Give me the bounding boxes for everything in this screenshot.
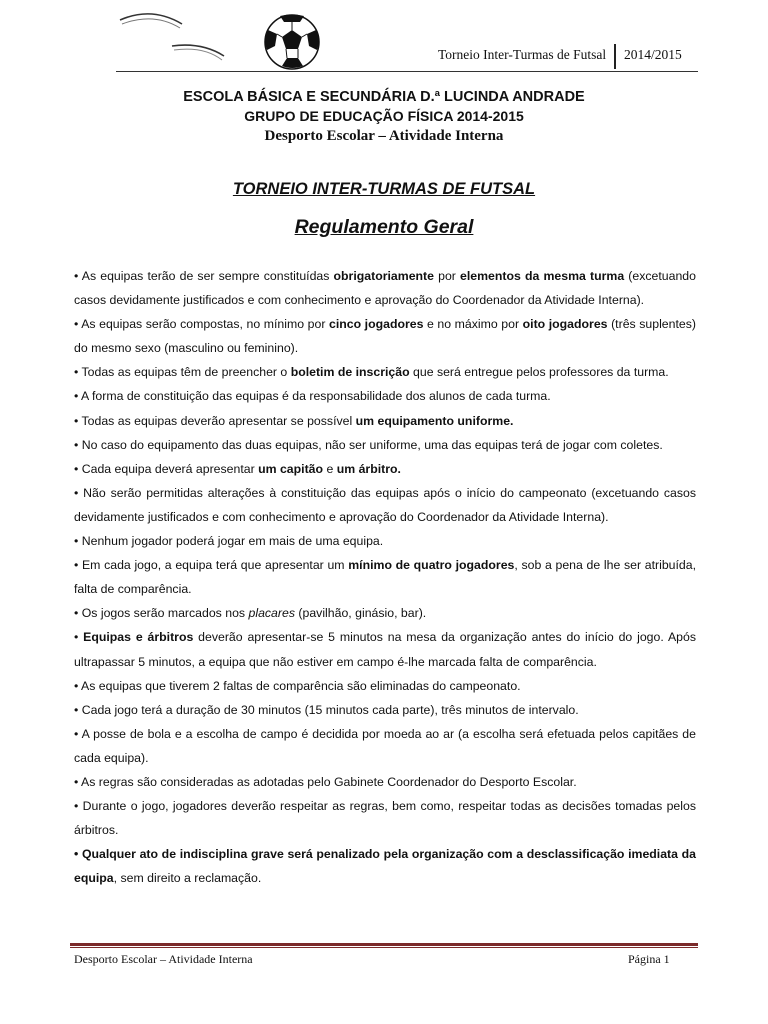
rule-text: boletim de inscrição — [290, 365, 410, 380]
rule-item — [74, 601, 696, 625]
rule-text: • As regras são consideradas as adotadas pelo Gabinete Coordenador do Desporto Escolar. — [74, 774, 577, 789]
school-activity: Desporto Escolar – Atividade Interna — [264, 128, 504, 144]
header-title: Torneio Inter-Turmas de Futsal — [438, 47, 607, 62]
rule-item — [74, 457, 696, 481]
rule-item — [74, 722, 696, 770]
rule-item — [74, 360, 696, 384]
rule-item — [74, 770, 696, 794]
rule-text: • Todas as equipas deverão apresentar se possível — [74, 413, 356, 428]
rule-item — [74, 409, 696, 433]
rule-text: • Nenhum jogador poderá jogar em mais de uma equipa. — [74, 534, 384, 549]
rule-text: (pavilhão, ginásio, bar). — [294, 606, 427, 621]
rule-text: • Em cada jogo, a equipa terá que apresentar um — [74, 558, 349, 573]
rule-text: oito jogadores — [522, 317, 608, 332]
rule-text: • A forma de constituição das equipas é da responsabilidade dos alunos de cada turma. — [74, 389, 551, 404]
rule-text: elementos da mesma turma — [460, 269, 625, 283]
rule-item — [74, 842, 696, 890]
footer-rule — [70, 943, 698, 946]
footer-left: Desporto Escolar – Atividade Interna — [74, 952, 253, 966]
rule-text: um equipamento uniforme. — [355, 413, 514, 428]
rule-item — [74, 481, 696, 529]
rule-text: • A posse de bola e a escolha de campo é decidida por moeda ao ar (a escolha será efetuada pelos capitães de cada equipa). — [74, 726, 696, 765]
rule-text: um árbitro. — [336, 461, 401, 476]
rule-text: • As equipas serão compostas, no mínimo por — [74, 317, 329, 332]
rule-text: por — [433, 269, 461, 283]
rule-text: um capitão — [258, 461, 324, 476]
rule-item — [74, 264, 696, 312]
rule-item — [74, 312, 696, 360]
rule-item — [74, 794, 696, 842]
rule-text: • No caso do equipamento das duas equipas, não ser uniforme, uma das equipas terá de jogar com coletes. — [74, 437, 663, 452]
header-rule — [116, 71, 698, 72]
rule-text: Equipas e árbitros — [83, 630, 194, 645]
rule-item — [74, 625, 696, 673]
rule-item — [74, 384, 696, 408]
rule-text: deverão apresentar-se 5 minutos na mesa da organização antes do início do jogo. Após ultrapassar 5 minutos, a equipa que não estiver em campo é-lhe marcada falta de comparência. — [74, 630, 696, 669]
rule-text: placares — [248, 606, 295, 621]
rule-item — [74, 433, 696, 457]
rule-text: cinco jogadores — [329, 317, 424, 332]
rule-text: • Cada equipa deverá apresentar — [74, 461, 259, 476]
rules-list — [74, 264, 696, 890]
rule-text: • Todas as equipas têm de preencher o — [74, 365, 291, 380]
rule-text: , sob a pena de lhe ser atribuída, falta de comparência. — [74, 558, 697, 597]
rule-item — [74, 698, 696, 722]
rule-text: (três suplentes) do mesmo sexo (masculino ou feminino). — [74, 317, 696, 356]
rule-item — [74, 674, 696, 698]
rule-text: que será entregue pelos professores da turma. — [409, 365, 669, 380]
rule-item — [74, 529, 696, 553]
school-name: ESCOLA BÁSICA E SECUNDÁRIA D.ª LUCINDA ANDRADE — [183, 89, 585, 105]
rule-text: • Não serão permitidas alterações à constituição das equipas após o início do campeonato (excetuando casos devidamente justificados e com conhecimento e aprovação do Coordenador da Atividade Interna). — [74, 485, 696, 524]
school-group: GRUPO DE EDUCAÇÃO FÍSICA 2014-2015 — [244, 108, 524, 124]
rule-text: (excetuando casos devidamente justificados e com conhecimento e aprovação do Coordenador da Atividade Interna). — [74, 269, 696, 308]
header-divider — [614, 44, 616, 69]
rule-text: e — [323, 461, 337, 476]
rule-text: • Os jogos serão marcados nos — [74, 606, 249, 621]
document-subtitle: Regulamento Geral — [294, 216, 474, 238]
rule-text: e no máximo por — [423, 317, 523, 332]
soccer-ball-icon — [112, 6, 324, 72]
rule-text: • Durante o jogo, jogadores deverão respeitar as regras, bem como, respeitar todas as decisões tomadas pelos árbitros. — [74, 799, 696, 838]
rule-text: , sem direito a reclamação. — [113, 871, 262, 886]
rule-text: • As equipas terão de ser sempre constituídas — [74, 269, 334, 283]
rule-text: obrigatoriamente — [333, 269, 434, 283]
page-number: Página 1 — [628, 952, 670, 966]
rule-text: mínimo de quatro jogadores — [348, 558, 515, 573]
rule-text: • Cada jogo terá a duração de 30 minutos (15 minutos cada parte), três minutos de intervalo. — [74, 702, 579, 717]
header-year: 2014/2015 — [624, 47, 682, 62]
document-title: TORNEIO INTER-TURMAS DE FUTSAL — [232, 180, 536, 198]
rule-text: • As equipas que tiverem 2 faltas de comparência são eliminadas do campeonato. — [74, 678, 521, 693]
rule-text: • — [74, 630, 84, 645]
rule-item — [74, 553, 696, 601]
footer-rule-thin — [70, 947, 698, 948]
rule-text: • Qualquer ato de indisciplina grave será penalizado pela organização com a desclassificação imediata da equipa — [74, 847, 696, 886]
